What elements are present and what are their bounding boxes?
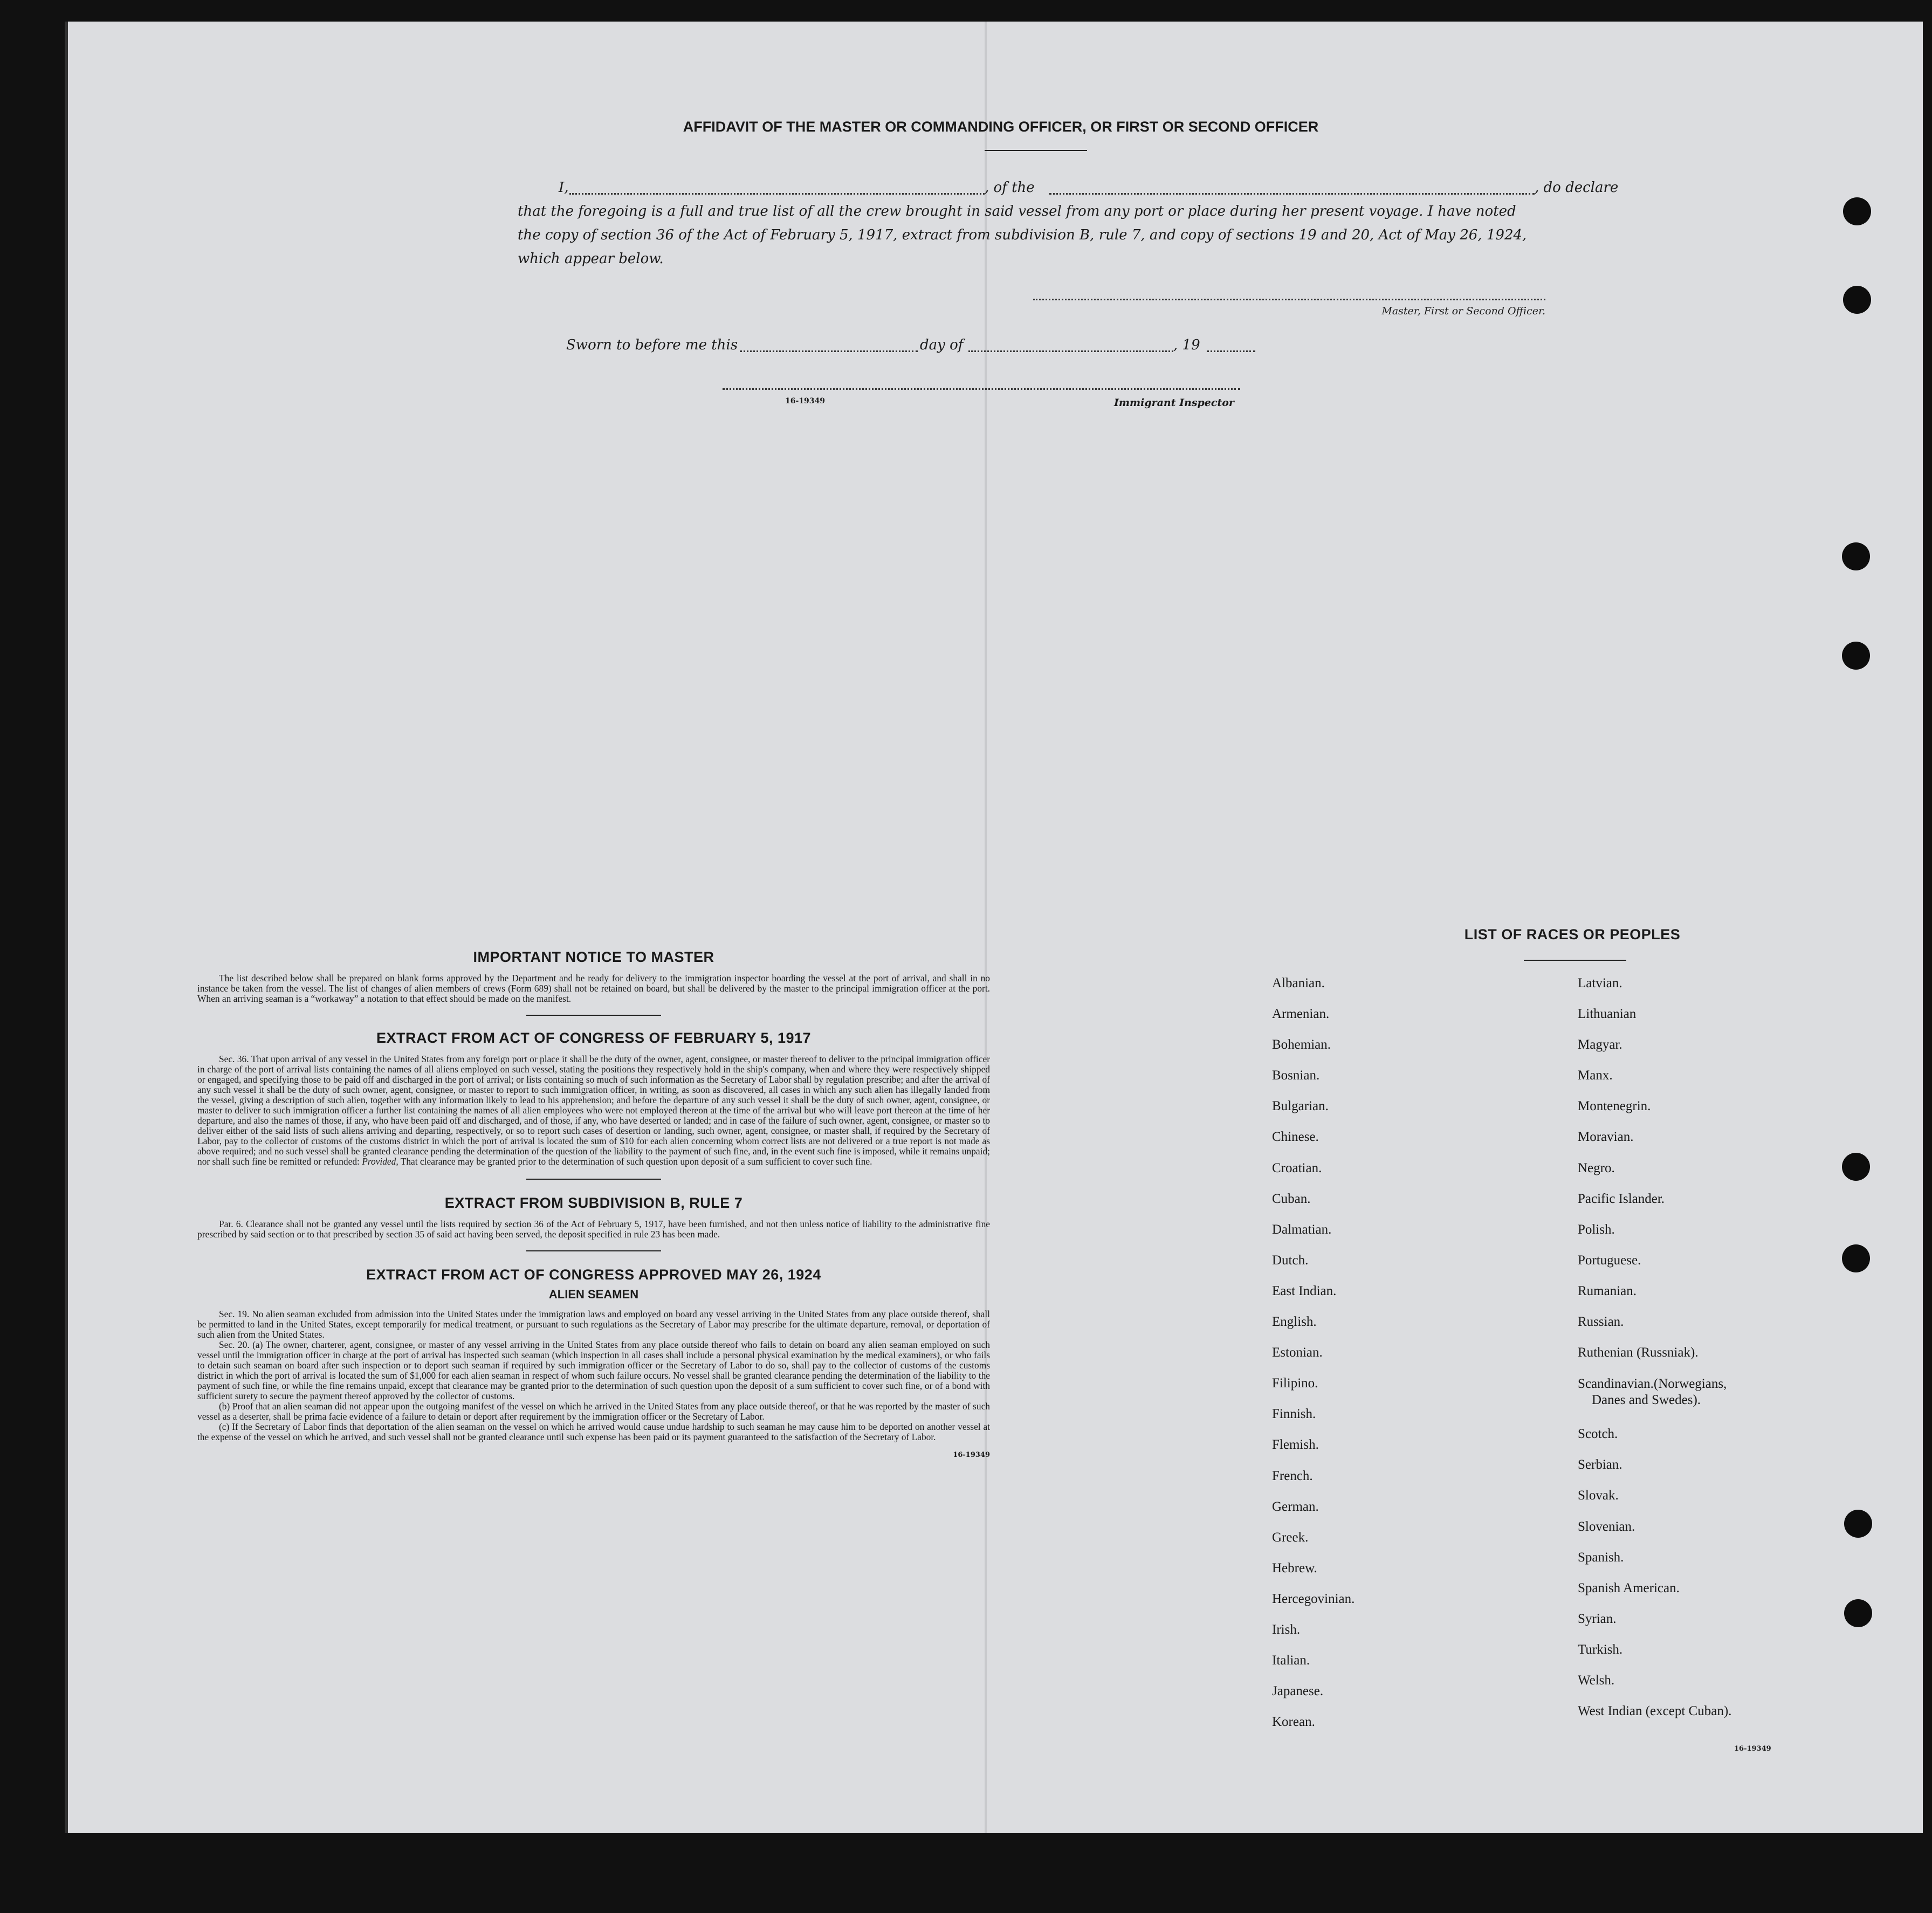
race-item-scandinavian	[1578, 1376, 1731, 1427]
extract-1917-end: That clearance may be granted prior to the determination of such question upon deposit of a sum sufficient to cover such fine.	[400, 1156, 872, 1167]
affidavit-declare: , do declare	[1535, 180, 1619, 196]
race-item: Lithuanian	[1578, 1007, 1637, 1022]
extract-1917-body: Sec. 36. That upon arrival of any vessel in the United States from any foreign port or place it shall be the duty of the owner, agent, consignee, or master thereof to deliver to the principal immigration officer in charge of the port of arrival lists containing the names of all aliens employed on such vessel, stating the positions they respectively hold in the ship's company, when and where they were respectively shipped or engaged, and specifying those to be paid off and discharged in the port of arrival; or lists containing so much of such information as the Secretary of Labor shall by regulation prescribe; and after the arrival of any such vessel it shall be the duty of such owner, agent, consignee, or master to report to such immigration officer, in writing, as soon as discovered, all cases in which any such alien has illegally landed from the vessel, giving a description of such alien, together with any information likely to lead to his apprehension; and before the departure of any such vessel it shall be the duty of such owner, agent, consignee, or master to deliver to such immigration officer a further list containing the names of all alien employees who were not employed thereon at the time of the arrival but who will leave port thereon at the time of her departure, and also the names of those, if any, who have been paid off and discharged, and of those, if any, who have deserted or landed; and in case of the failure of such owner, agent, consignee, or master so to deliver either of the said lists of such aliens arriving and departing, respectively, or so to report such cases of desertion or landing, such owner, agent, consignee, or master shall, if required by the Secretary of Labor, pay to the collector of customs of the customs district in which the port of arrival is located the sum of $10 for each alien concerning whom correct lists are not delivered or a true report is not made as above required; and no such vessel shall be granted clearance pending the determination of the question of the liability to the payment of such fine, and, in the event such fine is imposed, while it remains unpaid; nor shall such fine be remitted or refunded:	[197, 1054, 990, 1167]
race-item: Greek.	[1272, 1530, 1309, 1545]
punch-hole	[1844, 1599, 1872, 1627]
punch-hole	[1843, 197, 1871, 225]
punch-hole	[1842, 642, 1870, 670]
race-item: Italian.	[1272, 1653, 1310, 1668]
vessel-blank	[1049, 193, 1535, 195]
extract-1917-title: EXTRACT FROM ACT OF CONGRESS OF FEBRUARY 5, 1917	[376, 1030, 812, 1046]
race-item: Syrian.	[1578, 1611, 1617, 1626]
inspector-signature-line	[723, 388, 1240, 390]
sec19-text: Sec. 19. No alien seaman excluded from admission into the United States under the immigration laws and employed on board any vessel arriving in the United States from any place outside thereof, shall be permitted to land in the United States, except temporarily for medical treatment, or pursuant to such regulations as the Secretary of Labor may prescribe for the ultimate departure, removal, or deportation of such alien from the United States.	[197, 1309, 990, 1340]
affidavit-i: I,	[559, 180, 569, 196]
race-item: Dalmatian.	[1272, 1222, 1332, 1237]
year-blank	[1207, 350, 1255, 352]
affidavit-of-the: , of the	[985, 180, 1035, 196]
race-item: Hercegovinian.	[1272, 1591, 1355, 1606]
race-item: Ruthenian (Russniak).	[1578, 1345, 1699, 1360]
race-item: Montenegrin.	[1578, 1099, 1651, 1114]
master-label: Master, First or Second Officer.	[1381, 305, 1545, 317]
race-item: Scotch.	[1578, 1427, 1618, 1442]
race-item: Slovak.	[1578, 1488, 1619, 1503]
races-column-1	[1272, 976, 1355, 1745]
race-item: Filipino.	[1272, 1376, 1318, 1391]
race-item: English.	[1272, 1315, 1317, 1330]
race-item: Portuguese.	[1578, 1253, 1641, 1268]
race-item: Armenian.	[1272, 1007, 1330, 1022]
document-sheet	[65, 22, 1923, 1833]
race-item: Irish.	[1272, 1622, 1301, 1637]
race-item: Bulgarian.	[1272, 1099, 1329, 1114]
races-column-2	[1578, 976, 1731, 1735]
affidavit-line-3: the copy of section 36 of the Act of February 5, 1917, extract from subdivision B, rule 7, and copy of sections 19 and 20, Act of May 26, 1924,	[518, 227, 1527, 243]
race-item: West Indian (except Cuban).	[1578, 1704, 1732, 1719]
race-item: Spanish.	[1578, 1550, 1624, 1565]
inspector-label: Immigrant Inspector	[1114, 397, 1234, 409]
race-item: Finnish.	[1272, 1407, 1316, 1422]
provided-word: Provided,	[362, 1156, 398, 1167]
race-item: Albanian.	[1272, 976, 1325, 990]
race-item: Latvian.	[1578, 976, 1622, 990]
race-item: Cuban.	[1272, 1191, 1311, 1206]
affidavit-line-4: which appear below.	[518, 251, 664, 267]
race-item: Croatian.	[1272, 1160, 1322, 1175]
sec20b-text: (b) Proof that an alien seaman did not appear upon the outgoing manifest of the vessel on which he arrived in the United States from any place outside thereof, or that he was reported by the master of such vessel as a deserter, shall be prima facie evidence of a failure to detain or deport after requirement by the immigration officer or the Secretary of Labor.	[197, 1401, 990, 1422]
name-blank	[569, 193, 985, 195]
notices-column	[197, 949, 990, 1459]
affidavit-form-number: 16-19349	[785, 397, 825, 405]
day-blank	[740, 350, 918, 352]
race-item: Dutch.	[1272, 1253, 1309, 1268]
race-item: Japanese.	[1272, 1684, 1324, 1699]
race-item: Bohemian.	[1272, 1037, 1331, 1052]
master-signature-line	[1033, 299, 1545, 300]
race-item: Negro.	[1578, 1160, 1615, 1175]
punch-hole	[1844, 1510, 1872, 1538]
scandinavian-line-2: Danes and Swedes).	[1592, 1393, 1701, 1408]
notice-form-number: 16-19349	[953, 1451, 990, 1459]
notice-text: The list described below shall be prepared on blank forms approved by the Department and be ready for delivery to the immigration inspector boarding the vessel at the port of arrival, and shall in no instance be taken from the vessel. The list of changes of alien members of crews (Form 689) shall not be retained on board, but shall be delivered by the master to the principal immigration officer at the port. When an arriving seaman is a “workaway” a notation to that effect should be made on the manifest.	[197, 973, 990, 1004]
rule7-text: Par. 6. Clearance shall not be granted any vessel until the lists required by section 36 of the Act of February 5, 1917, have been furnished, and not then unless notice of liability to the administrative fine prescribed by said section or to that prescribed by section 35 of said act having been served, the deposit specified in rule 23 has been made.	[197, 1219, 990, 1240]
extract-1917-text	[197, 1054, 990, 1167]
race-item: Manx.	[1578, 1068, 1613, 1083]
extract-1924-title: EXTRACT FROM ACT OF CONGRESS APPROVED MAY 26, 1924	[366, 1267, 821, 1283]
race-item: Hebrew.	[1272, 1560, 1317, 1575]
race-item: Magyar.	[1578, 1037, 1622, 1052]
divider	[526, 1250, 661, 1251]
race-item: Bosnian.	[1272, 1068, 1320, 1083]
race-item: Spanish American.	[1578, 1580, 1680, 1595]
race-item: French.	[1272, 1468, 1313, 1483]
punch-hole	[1842, 542, 1870, 570]
sworn-text: Sworn to before me this	[566, 337, 738, 353]
race-item: Pacific Islander.	[1578, 1191, 1665, 1206]
race-item: Estonian.	[1272, 1345, 1323, 1360]
punch-hole	[1842, 1244, 1870, 1272]
race-item: Chinese.	[1272, 1130, 1319, 1145]
alien-seamen-subtitle: ALIEN SEAMEN	[548, 1288, 639, 1301]
month-blank	[968, 350, 1173, 352]
day-of-text: day of	[920, 337, 964, 353]
race-item: East Indian.	[1272, 1283, 1337, 1298]
race-item: Turkish.	[1578, 1642, 1623, 1657]
rule7-title: EXTRACT FROM SUBDIVISION B, RULE 7	[444, 1195, 743, 1211]
race-item: Slovenian.	[1578, 1519, 1635, 1534]
divider	[526, 1015, 661, 1016]
race-item: Rumanian.	[1578, 1283, 1637, 1298]
race-item: Flemish.	[1272, 1437, 1319, 1453]
races-title: LIST OF RACES OR PEOPLES	[1464, 926, 1681, 942]
notice-title: IMPORTANT NOTICE TO MASTER	[473, 949, 714, 965]
punch-hole	[1843, 286, 1871, 314]
sec20c-text: (c) If the Secretary of Labor finds that deportation of the alien seaman on the vessel on which he arrived would cause undue hardship to such seaman he may cause him to be deported on another vessel at the expense of the vessel on which he arrived, and such vessel shall not be granted clearance until such expense has been paid or its payment guaranteed to the satisfaction of the Secretary of Labor.	[197, 1421, 990, 1442]
races-form-number: 16-19349	[1734, 1745, 1771, 1753]
punch-hole	[1842, 1153, 1870, 1181]
affidavit-line-2: that the foregoing is a full and true list of all the crew brought in said vessel from any port or place during her present voyage. I have noted	[518, 203, 1516, 219]
sec20a-text: Sec. 20. (a) The owner, charterer, agent, consignee, or master of any vessel arriving in the United States from any place outside thereof who fails to detain on board any alien seaman employed on such vessel until the immigration officer in charge at the port of arrival has inspected such seaman (which inspection in all cases shall include a personal physical examination by the medical examiners), or who fails to detain such seaman on board after such inspection or to deport such seaman if required by such immigration officer or the Secretary of Labor to do so, shall pay to the collector of customs of the customs district in which the port of arrival is located the sum of $1,000 for each alien seaman in respect of whom such failure occurs. No vessel shall be granted clearance pending the determination of the liability to the payment of such fine, or while the fine remains unpaid, except that clearance may be granted prior to the determination of such question upon the deposit of a sum sufficient to cover such fine, or of a bond with sufficient surety to secure the payment thereof approved by the collector of customs.	[197, 1339, 990, 1401]
title-underline	[985, 150, 1087, 151]
race-item: Russian.	[1578, 1315, 1624, 1330]
race-item: Korean.	[1272, 1715, 1315, 1730]
center-fold	[985, 22, 987, 1833]
affidavit-title: AFFIDAVIT OF THE MASTER OR COMMANDING OFFICER, OR FIRST OR SECOND OFFICER	[683, 119, 1319, 135]
year-text: , 19	[1173, 337, 1200, 353]
divider	[526, 1179, 661, 1180]
scandinavian-line-1: Scandinavian.(Norwegians,	[1578, 1377, 1727, 1392]
race-item: Serbian.	[1578, 1457, 1622, 1472]
race-item: Moravian.	[1578, 1130, 1634, 1145]
race-item: Welsh.	[1578, 1673, 1615, 1688]
race-item: Polish.	[1578, 1222, 1615, 1237]
race-item: German.	[1272, 1499, 1319, 1514]
races-title-underline	[1524, 960, 1626, 961]
